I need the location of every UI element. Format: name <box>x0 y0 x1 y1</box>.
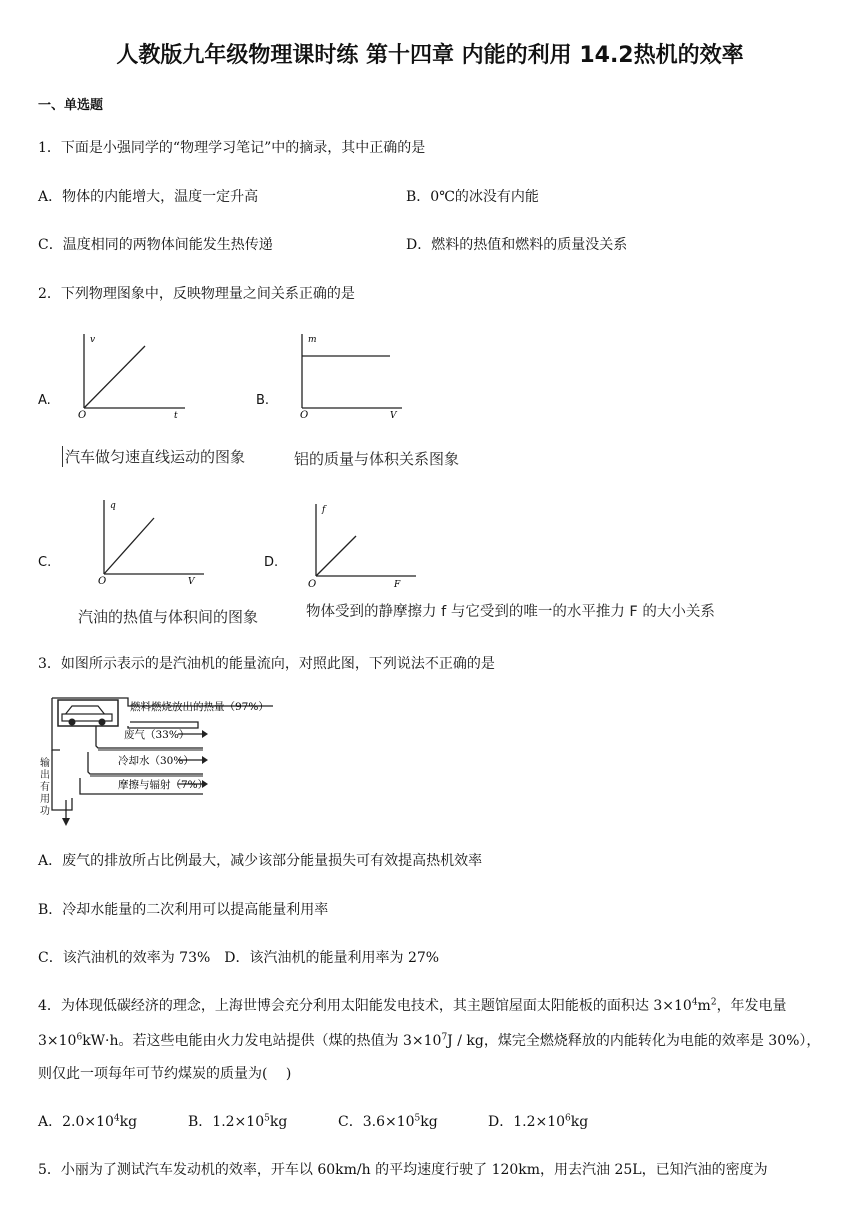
question-3-stem: 3．如图所示表示的是汽油机的能量流向，对照此图，下列说法不正确的是 <box>38 656 495 672</box>
question-4-option-d[interactable]: D．$1.2\times 10^6kg$ <box>488 1113 589 1130</box>
graph-a-x-label: t <box>174 411 178 420</box>
question-4-option-b[interactable]: B．$1.2\times 10^5kg$ <box>188 1113 288 1130</box>
graph-d-origin: O <box>308 579 317 590</box>
diagram-coolant-label: 冷却水（30%） <box>118 755 194 767</box>
question-1-option-c[interactable]: C．温度相同的两物体间能发生热传递 <box>38 237 273 253</box>
question-3-option-b[interactable]: B．冷却水能量的二次利用可以提高能量利用率 <box>38 902 329 918</box>
question-4-option-c[interactable]: C．$3.6\times 10^5kg$ <box>338 1113 438 1130</box>
question-1-option-a[interactable]: A．物体的内能增大，温度一定升高 <box>38 189 259 205</box>
question-2-stem: 2．下列物理图象中，反映物理量之间关系正确的是 <box>38 286 355 302</box>
question-4-line-2: $3\times 10^6kW\cdot h$。若这些电能由火力发电站提供（煤的热值为 $3\times 10^7J$ / kg，煤完全燃烧释放的内能转化为电能的效率是 30%）， <box>38 1032 821 1049</box>
question-1-option-d[interactable]: D．燃料的热值和燃料的质量没关系 <box>406 237 628 253</box>
graph-b-origin: O <box>300 410 309 420</box>
diagram-friction-label: 摩擦与辐射（7%） <box>118 779 209 791</box>
question-2-option-c[interactable]: C. <box>38 555 52 570</box>
graph-a-y-label: v <box>90 335 96 345</box>
question-4-option-a[interactable]: A．$2.0\times 10^4kg$ <box>38 1113 138 1130</box>
question-2-option-a[interactable]: A. <box>38 393 51 408</box>
diagram-top-label: 燃料燃烧放出的热量（97%） <box>130 701 269 713</box>
diagram-output-label: 输出有用功 <box>40 758 50 817</box>
question-2-option-b[interactable]: B. <box>256 393 270 408</box>
graph-c-heat-value-volume <box>92 492 212 586</box>
graph-d-caption: 物体受到的静摩擦力 f 与它受到的唯一的水平推力 F 的大小关系 <box>306 604 715 620</box>
graph-a-origin: O <box>78 410 87 420</box>
graph-a-velocity-time <box>70 328 190 420</box>
question-2-option-d[interactable]: D. <box>264 555 279 570</box>
page-title: 人教版九年级物理课时练 第十四章 内能的利用 14.2热机的效率 <box>116 43 744 68</box>
car-icon <box>58 700 118 726</box>
graph-d-y-label: f <box>322 505 326 515</box>
question-5-stem: 5．小丽为了测试汽车发动机的效率，开车以 60km/h 的平均速度行驶了 120km，用去汽油 25L，已知汽油的密度为 <box>38 1162 768 1178</box>
question-3-option-a[interactable]: A．废气的排放所占比例最大，减少该部分能量损失可有效提高热机效率 <box>38 853 483 869</box>
section-heading: 一、单选题 <box>38 98 104 113</box>
graph-b-mass-volume <box>290 328 410 420</box>
question-4-line-3: 则仅此一项每年可节约煤炭的质量为( ) <box>38 1066 292 1082</box>
graph-c-x-label: V <box>188 577 195 586</box>
graph-a-caption: 汽车做匀速直线运动的图象 <box>62 446 245 467</box>
question-1-stem: 1．下面是小强同学的“物理学习笔记”中的摘录，其中正确的是 <box>38 140 426 156</box>
graph-c-caption: 汽油的热值与体积间的图象 <box>78 608 259 626</box>
energy-flow-diagram <box>38 690 286 826</box>
graph-c-y-label: q <box>110 501 116 511</box>
graph-d-friction-force <box>304 496 424 590</box>
question-3-option-cd[interactable]: C．该汽油机的效率为 73% D．该汽油机的能量利用率为 27% <box>38 950 440 966</box>
graph-b-caption: 铝的质量与体积关系图象 <box>294 450 460 468</box>
graph-d-x-label: F <box>394 580 401 590</box>
question-4-line-1: 4．为体现低碳经济的理念，上海世博会充分利用太阳能发电技术，其主题馆屋面太阳能板的面积达 $3\times 10^4m^2$，年发电量 <box>38 997 787 1014</box>
graph-b-x-label: V <box>390 411 397 420</box>
graph-c-origin: O <box>98 576 107 586</box>
question-1-option-b[interactable]: B．0℃的冰没有内能 <box>406 189 539 205</box>
diagram-exhaust-label: 废气（33%） <box>124 729 190 741</box>
graph-b-y-label: m <box>308 335 317 345</box>
